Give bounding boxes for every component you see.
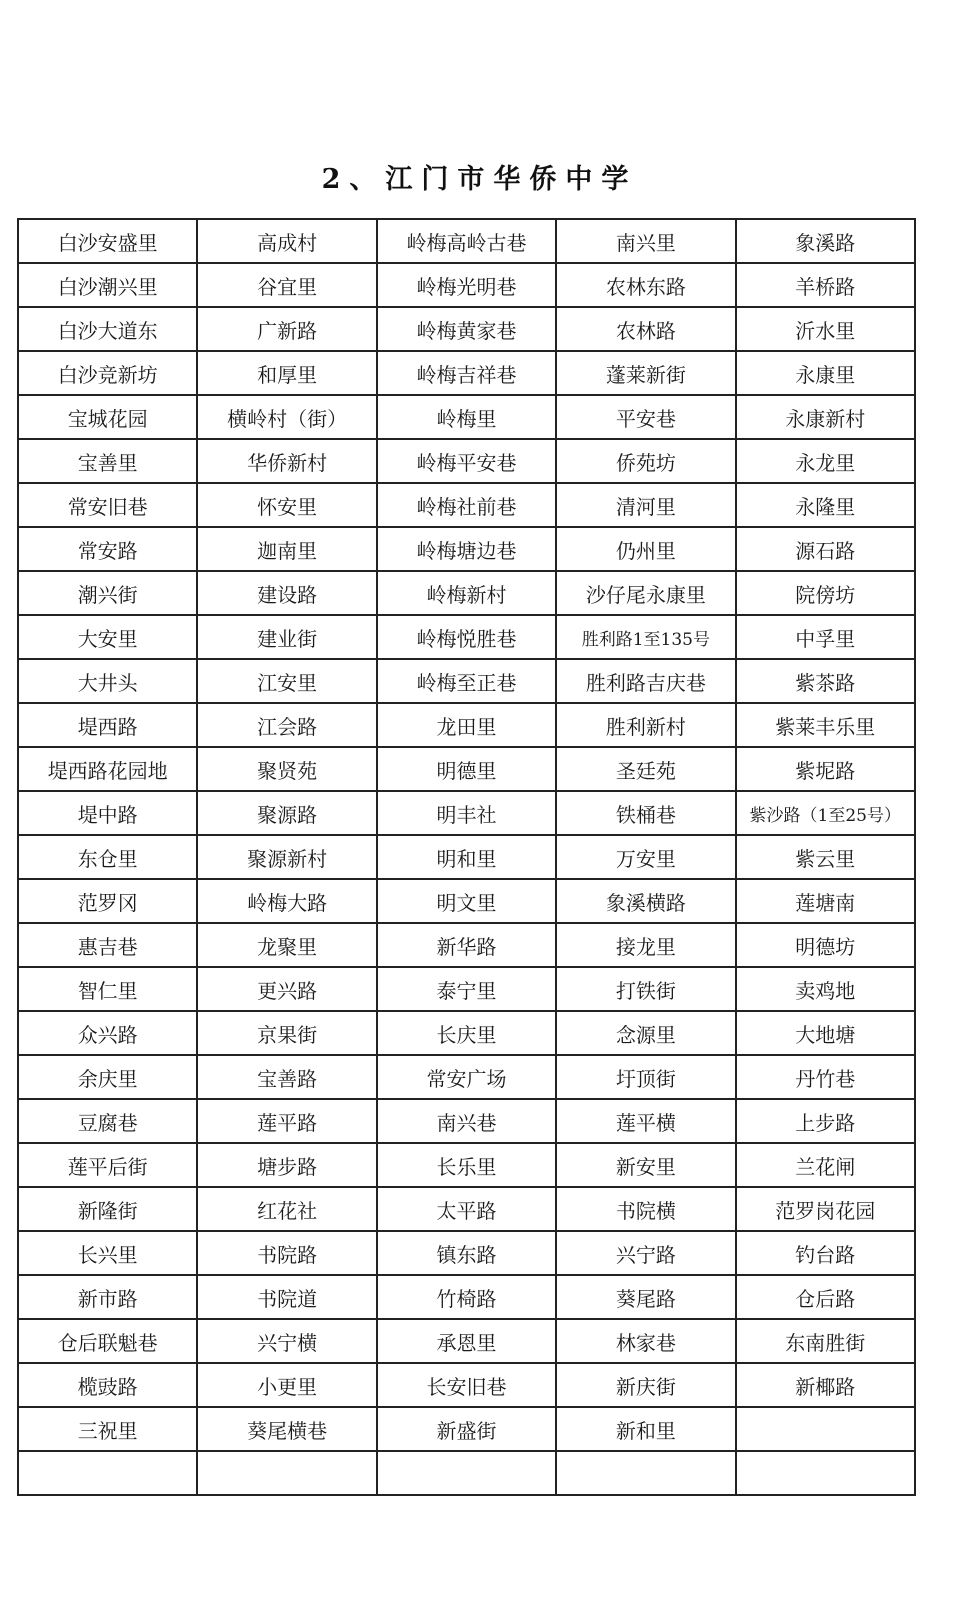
table-cell: 葵尾横巷 (197, 1407, 376, 1451)
table-cell: 范罗岗花园 (736, 1187, 915, 1231)
table-cell: 余庆里 (18, 1055, 197, 1099)
table-row (18, 1319, 915, 1363)
table-cell: 江会路 (197, 703, 376, 747)
table-cell: 源石路 (736, 527, 915, 571)
table-cell: 永康里 (736, 351, 915, 395)
table-cell: 泰宁里 (377, 967, 556, 1011)
table-cell: 新盛街 (377, 1407, 556, 1451)
table-cell: 承恩里 (377, 1319, 556, 1363)
table-cell: 林家巷 (556, 1319, 735, 1363)
table-cell: 龙聚里 (197, 923, 376, 967)
table-cell: 岭梅新村 (377, 571, 556, 615)
table-cell: 紫莱丰乐里 (736, 703, 915, 747)
table-cell: 龙田里 (377, 703, 556, 747)
table-cell: 书院横 (556, 1187, 735, 1231)
table-cell: 高成村 (197, 219, 376, 263)
table-cell: 岭梅大路 (197, 879, 376, 923)
table-cell: 明和里 (377, 835, 556, 879)
table-cell (18, 1451, 197, 1495)
table-cell: 白沙大道东 (18, 307, 197, 351)
table-cell: 塘步路 (197, 1143, 376, 1187)
table-cell: 永龙里 (736, 439, 915, 483)
table-row (18, 615, 915, 659)
table-cell: 沙仔尾永康里 (556, 571, 735, 615)
table-cell: 紫茶路 (736, 659, 915, 703)
table-cell: 岭梅光明巷 (377, 263, 556, 307)
table-cell: 江安里 (197, 659, 376, 703)
table-row (18, 1055, 915, 1099)
table-cell: 万安里 (556, 835, 735, 879)
table-cell: 仓后路 (736, 1275, 915, 1319)
table-cell: 岭梅至正巷 (377, 659, 556, 703)
table-cell: 上步路 (736, 1099, 915, 1143)
table-cell: 卖鸡地 (736, 967, 915, 1011)
table-cell: 长安旧巷 (377, 1363, 556, 1407)
table-cell: 东仓里 (18, 835, 197, 879)
table-cell: 明德里 (377, 747, 556, 791)
table-cell: 小更里 (197, 1363, 376, 1407)
table-row (18, 351, 915, 395)
table-cell: 和厚里 (197, 351, 376, 395)
table-cell: 众兴路 (18, 1011, 197, 1055)
table-cell: 新庆街 (556, 1363, 735, 1407)
table-row (18, 747, 915, 791)
table-cell: 胜利路吉庆巷 (556, 659, 735, 703)
table-cell: 侨苑坊 (556, 439, 735, 483)
table-cell: 聚源路 (197, 791, 376, 835)
table-cell: 胜利新村 (556, 703, 735, 747)
table-row (18, 1143, 915, 1187)
table-cell: 三祝里 (18, 1407, 197, 1451)
table-cell: 长乐里 (377, 1143, 556, 1187)
table-row (18, 1231, 915, 1275)
table-cell: 大井头 (18, 659, 197, 703)
table-cell: 莲平横 (556, 1099, 735, 1143)
table-cell: 岭梅平安巷 (377, 439, 556, 483)
table-cell: 大地塘 (736, 1011, 915, 1055)
table-row (18, 1451, 915, 1495)
table-cell: 潮兴街 (18, 571, 197, 615)
table-cell: 兰花闸 (736, 1143, 915, 1187)
table-row (18, 791, 915, 835)
table-cell: 莲平后街 (18, 1143, 197, 1187)
table-cell: 京果街 (197, 1011, 376, 1055)
table-cell (556, 1451, 735, 1495)
table-cell: 象溪横路 (556, 879, 735, 923)
table-cell: 横岭村（街） (197, 395, 376, 439)
table-cell: 接龙里 (556, 923, 735, 967)
table-cell: 智仁里 (18, 967, 197, 1011)
table-cell: 范罗冈 (18, 879, 197, 923)
table-row (18, 659, 915, 703)
table-row (18, 923, 915, 967)
table-cell: 建设路 (197, 571, 376, 615)
table-cell: 明文里 (377, 879, 556, 923)
table-cell: 仍州里 (556, 527, 735, 571)
table-row (18, 483, 915, 527)
table-row (18, 219, 915, 263)
table-cell: 新市路 (18, 1275, 197, 1319)
table-cell: 建业街 (197, 615, 376, 659)
page-title: 2、江门市华侨中学 (321, 164, 638, 195)
table-row (18, 439, 915, 483)
table-row (18, 307, 915, 351)
table-cell: 惠吉巷 (18, 923, 197, 967)
table-cell: 长兴里 (18, 1231, 197, 1275)
table-row (18, 703, 915, 747)
table-cell: 象溪路 (736, 219, 915, 263)
table-cell: 圣廷苑 (556, 747, 735, 791)
table-cell: 书院路 (197, 1231, 376, 1275)
table-cell: 钓台路 (736, 1231, 915, 1275)
table-cell: 永康新村 (736, 395, 915, 439)
table-cell: 院傍坊 (736, 571, 915, 615)
table-cell (377, 1451, 556, 1495)
table-cell: 宝善里 (18, 439, 197, 483)
table-cell: 常安路 (18, 527, 197, 571)
table-cell: 聚源新村 (197, 835, 376, 879)
table-cell: 广新路 (197, 307, 376, 351)
table-row (18, 527, 915, 571)
table-cell: 红花社 (197, 1187, 376, 1231)
table-cell (736, 1451, 915, 1495)
table-cell: 紫沙路（1至25号） (736, 791, 915, 835)
table-cell: 新华路 (377, 923, 556, 967)
table-cell: 榄豉路 (18, 1363, 197, 1407)
table-cell: 聚贤苑 (197, 747, 376, 791)
table-cell: 莲塘南 (736, 879, 915, 923)
table-cell: 东南胜街 (736, 1319, 915, 1363)
table-cell: 中孚里 (736, 615, 915, 659)
table-cell: 念源里 (556, 1011, 735, 1055)
table-row (18, 1187, 915, 1231)
table-row (18, 263, 915, 307)
table-cell: 常安旧巷 (18, 483, 197, 527)
table-cell: 常安广场 (377, 1055, 556, 1099)
table-cell: 岭梅黄家巷 (377, 307, 556, 351)
table-cell: 宝善路 (197, 1055, 376, 1099)
table-cell: 白沙竞新坊 (18, 351, 197, 395)
table-cell: 平安巷 (556, 395, 735, 439)
table-cell: 仓后联魁巷 (18, 1319, 197, 1363)
table-cell: 迦南里 (197, 527, 376, 571)
table-cell: 明德坊 (736, 923, 915, 967)
table-cell: 打铁街 (556, 967, 735, 1011)
table-cell: 紫云里 (736, 835, 915, 879)
table-cell: 镇东路 (377, 1231, 556, 1275)
table-cell (197, 1451, 376, 1495)
table-cell: 南兴里 (556, 219, 735, 263)
table-row (18, 967, 915, 1011)
table-cell: 胜利路1至135号 (556, 615, 735, 659)
table-cell: 铁桶巷 (556, 791, 735, 835)
table-row (18, 571, 915, 615)
table-cell: 岭梅塘边巷 (377, 527, 556, 571)
table-cell: 白沙潮兴里 (18, 263, 197, 307)
table-cell: 长庆里 (377, 1011, 556, 1055)
table-cell: 新椰路 (736, 1363, 915, 1407)
table-row (18, 1099, 915, 1143)
table-cell: 葵尾路 (556, 1275, 735, 1319)
table-cell: 怀安里 (197, 483, 376, 527)
table-cell: 竹椅路 (377, 1275, 556, 1319)
table-cell: 农林东路 (556, 263, 735, 307)
table-cell: 新和里 (556, 1407, 735, 1451)
table-row (18, 1275, 915, 1319)
table-cell: 丹竹巷 (736, 1055, 915, 1099)
table-cell: 莲平路 (197, 1099, 376, 1143)
table-cell: 圩顶街 (556, 1055, 735, 1099)
table-cell: 岭梅社前巷 (377, 483, 556, 527)
table-row (18, 395, 915, 439)
table-cell: 南兴巷 (377, 1099, 556, 1143)
table-cell: 明丰社 (377, 791, 556, 835)
table-cell: 兴宁路 (556, 1231, 735, 1275)
table-cell: 清河里 (556, 483, 735, 527)
table-cell: 新隆街 (18, 1187, 197, 1231)
table-row (18, 1363, 915, 1407)
table-cell: 蓬莱新街 (556, 351, 735, 395)
table-row (18, 879, 915, 923)
table-cell: 沂水里 (736, 307, 915, 351)
table-cell: 宝城花园 (18, 395, 197, 439)
table-cell: 太平路 (377, 1187, 556, 1231)
table-cell: 岭梅高岭古巷 (377, 219, 556, 263)
table-cell: 豆腐巷 (18, 1099, 197, 1143)
table-cell: 紫坭路 (736, 747, 915, 791)
table-cell: 堤西路 (18, 703, 197, 747)
table-cell: 羊桥路 (736, 263, 915, 307)
table-cell (736, 1407, 915, 1451)
table-cell: 堤西路花园地 (18, 747, 197, 791)
street-table-body (18, 219, 915, 1495)
street-table (17, 218, 916, 1496)
table-cell: 新安里 (556, 1143, 735, 1187)
table-cell: 岭梅里 (377, 395, 556, 439)
table-cell: 农林路 (556, 307, 735, 351)
table-cell: 华侨新村 (197, 439, 376, 483)
table-row (18, 835, 915, 879)
table-cell: 更兴路 (197, 967, 376, 1011)
table-cell: 白沙安盛里 (18, 219, 197, 263)
table-cell: 谷宜里 (197, 263, 376, 307)
table-cell: 永隆里 (736, 483, 915, 527)
table-cell: 书院道 (197, 1275, 376, 1319)
table-cell: 堤中路 (18, 791, 197, 835)
table-cell: 兴宁横 (197, 1319, 376, 1363)
table-row (18, 1407, 915, 1451)
table-cell: 岭梅吉祥巷 (377, 351, 556, 395)
table-cell: 岭梅悦胜巷 (377, 615, 556, 659)
table-cell: 大安里 (18, 615, 197, 659)
table-row (18, 1011, 915, 1055)
